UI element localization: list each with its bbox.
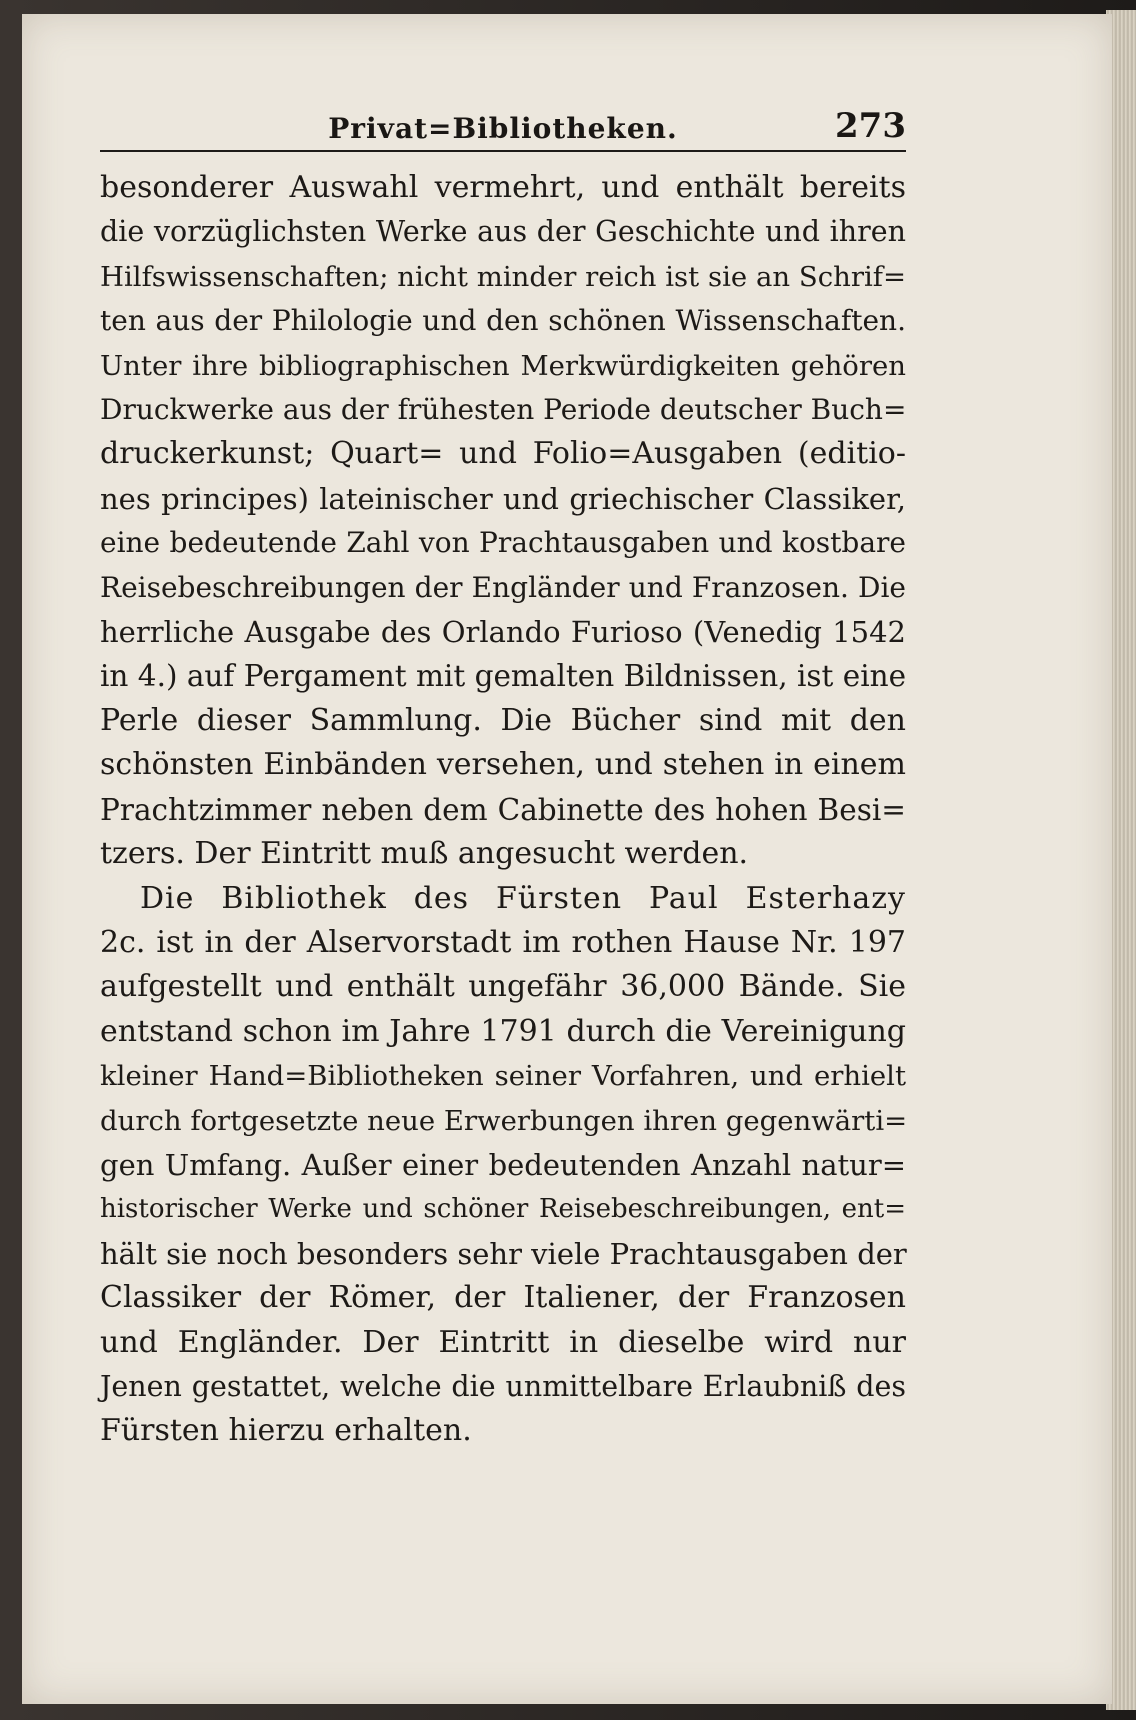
text-line: Fürsten hierzu erhalten. [100,1413,472,1449]
text-line: entstand schon im Jahre 1791 durch die Vereinigung [100,1013,906,1049]
text-line: Unter ihre bibliographischen Merkwürdigkeiten gehören [100,349,906,382]
text-line: besonderer Auswahl vermehrt, und enthält bereits [100,170,906,205]
text-line: Perle dieser Sammlung. Die Bücher sind mit den [100,702,906,738]
text-line: schönsten Einbänden versehen, und stehen in einem [100,747,906,783]
text-line: herrliche Ausgabe des Orlando Furioso (Venedig 1542 [100,615,906,650]
text-line: ten aus der Philologie und den schönen Wissenschaften. [100,304,906,338]
text-line: und Engländer. Der Eintritt in dieselbe wird nur [100,1324,906,1360]
text-line: kleiner Hand=Bibliotheken seiner Vorfahren, und erhielt [100,1060,906,1093]
page-header [100,100,906,152]
text-line: Prachtzimmer neben dem Cabinette des hohen Besi= [100,792,906,827]
text-line: 2c. ist in der Alservorstadt im rothen Hause Nr. 197 [100,924,906,960]
page-number: 273 [835,106,906,146]
text-line: Classiker der Römer, der Italiener, der Franzosen [100,1280,906,1316]
body-text [100,166,906,1454]
text-line: die vorzüglichsten Werke aus der Geschichte und ihren [100,215,906,249]
text-line: historischer Werke und schöner Reisebeschreibungen, ent= [100,1194,906,1225]
text-line: gen Umfang. Außer einer bedeutenden Anzahl natur= [100,1147,906,1182]
text-line: Die Bibliothek des Fürsten Paul Esterhazy [140,880,906,916]
running-head: Privat=Bibliotheken. [328,112,678,145]
text-line: in 4.) auf Pergament mit gemalten Bildnissen, ist eine [100,659,907,694]
text-line: aufgestellt und enthält ungefähr 36,000 Bände. Sie [100,969,906,1005]
text-line: druckerkunst; Quart= und Folio=Ausgaben (editio- [100,436,906,472]
text-line: nes principes) lateinischer und griechischer Classiker, [100,481,906,516]
text-line: eine bedeutende Zahl von Prachtausgaben und kostbare [100,526,906,560]
text-line: Hilfswissenschaften; nicht minder reich ist sie an Schrif= [100,260,906,293]
text-line: Druckwerke aus der frühesten Periode deutscher Buch= [100,393,907,427]
text-line: Jenen gestattet, welche die unmittelbare Erlaubniß des [100,1369,906,1403]
text-line: hält sie noch besonders sehr viele Prachtausgaben der [100,1236,907,1271]
header-rule [100,150,906,152]
text-line: durch fortgesetzte neue Erwerbungen ihren gegenwärti= [100,1104,908,1137]
text-line: tzers. Der Eintritt muß angesucht werden. [100,836,749,872]
text-line: Reisebeschreibungen der Engländer und Franzosen. Die [100,570,906,604]
